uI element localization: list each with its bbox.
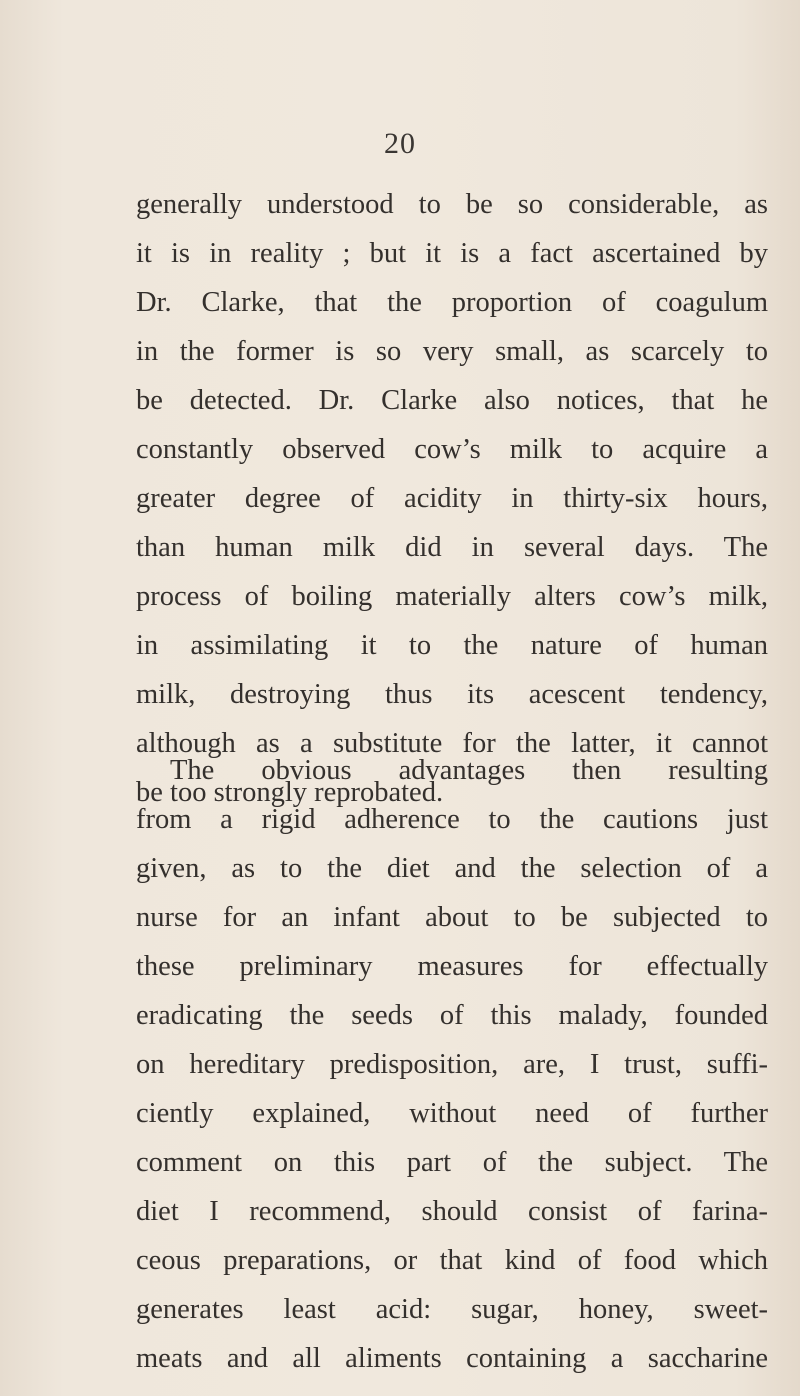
- text-line: comment on this part of the subject. The: [136, 1147, 768, 1178]
- text-line: these preliminary measures for effectually: [136, 951, 768, 982]
- text-line: process of boiling materially alters cow’s milk,: [136, 581, 768, 612]
- text-line: in the former is so very small, as scarcely to: [136, 336, 768, 367]
- text-line: generally understood to be so considerable, as: [136, 189, 768, 220]
- text-line: meats and all aliments containing a saccharine: [136, 1343, 768, 1374]
- text-line: greater degree of acidity in thirty-six hours,: [136, 483, 768, 514]
- text-line: be too strongly reprobated.: [136, 777, 444, 808]
- text-line: ceous preparations, or that kind of food which: [136, 1245, 768, 1276]
- text-line: nurse for an infant about to be subjected to: [136, 902, 768, 933]
- text-line: on hereditary predisposition, are, I trust, suffi-: [136, 1049, 768, 1080]
- text-line: it is in reality ; but it is a fact ascertained by: [136, 238, 768, 269]
- text-line: than human milk did in several days. The: [136, 532, 768, 563]
- paragraph-2: [136, 746, 768, 1383]
- page-number: 20: [384, 127, 416, 160]
- text-line: The obvious advantages then resulting: [170, 755, 768, 786]
- text-line: be detected. Dr. Clarke also notices, that he: [136, 385, 768, 416]
- text-line: diet I recommend, should consist of farina-: [136, 1196, 768, 1227]
- text-line: ciently explained, without need of further: [136, 1098, 768, 1129]
- text-line: eradicating the seeds of this malady, founded: [136, 1000, 768, 1031]
- text-line: from a rigid adherence to the cautions just: [136, 804, 768, 835]
- text-line: generates least acid: sugar, honey, sweet-: [136, 1294, 768, 1325]
- paragraph-1: [136, 180, 768, 817]
- text-line: Dr. Clarke, that the proportion of coagulum: [136, 287, 768, 318]
- text-line: in assimilating it to the nature of human: [136, 630, 768, 661]
- text-line: although as a substitute for the latter, it cannot: [136, 728, 768, 759]
- text-line: given, as to the diet and the selection of a: [136, 853, 768, 884]
- text-line: constantly observed cow’s milk to acquire a: [136, 434, 768, 465]
- text-line: milk, destroying thus its acescent tendency,: [136, 679, 768, 710]
